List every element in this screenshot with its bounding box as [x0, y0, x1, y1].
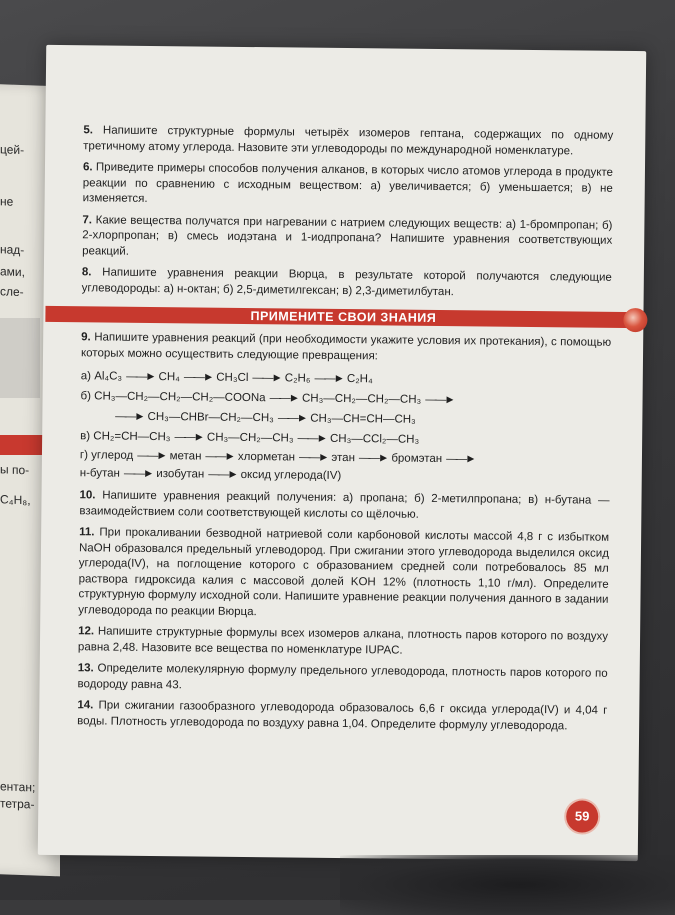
left-fragment: ы по-: [0, 462, 30, 478]
chain-item: метан: [169, 450, 202, 463]
chain-item: C₂H₄: [346, 373, 373, 386]
exercise-9: 9. Напишите уравнения реакций (при необходимости укажите условия их протекания), с помощью которых можно осуществить следующие превращения:: [80, 331, 612, 362]
chain-label: в): [80, 430, 91, 443]
arrow-icon: ——►: [137, 449, 166, 463]
chain-item: CH₃—CH=CH—CH₃: [310, 412, 416, 426]
left-fragment: не: [0, 194, 14, 209]
left-page-red-strip: [0, 435, 44, 455]
left-fragment: цей-: [0, 142, 25, 158]
hand-shadow: [340, 855, 675, 915]
arrow-icon: ——►: [126, 370, 155, 384]
textbook-page: [38, 45, 646, 861]
exercise-5: 5. Напишите структурные формулы четырёх изомеров гептана, содержащих по одному третичному атому углерода. Назовите эти углеводороды по международной номенклатуре.: [83, 124, 614, 157]
exercise-14: 14. При сжигании газообразного углеводорода образовалось 6,6 г оксида углерода(IV) и 4,04 г воды. Плотность углеводорода по воздуху равна 1,04. Определите формулу углеводорода.: [77, 699, 608, 732]
left-page-gray-box: [0, 318, 40, 398]
chain-label: г): [79, 449, 89, 462]
chain-item: CH₂=CH—CH₃: [93, 430, 171, 444]
arrow-icon: ——►: [205, 450, 234, 463]
arrow-icon: ——►: [358, 452, 388, 465]
arrow-icon: ——►: [269, 392, 299, 405]
chain-label: б): [80, 390, 92, 403]
chain-item: CH₃—CCl₂—CH₃: [329, 432, 420, 446]
chain-item: хлорметан: [237, 450, 296, 464]
chain-item: оксид углерода(IV): [240, 468, 342, 482]
left-fragment: сле-: [0, 284, 24, 300]
arrow-icon: ——►: [298, 451, 328, 464]
chain-item: CH₃—CH₂—CH₃: [206, 431, 294, 445]
chain-item: этан: [331, 451, 356, 465]
section-title: ПРИМЕНИТЕ СВОИ ЗНАНИЯ: [250, 309, 437, 325]
arrow-icon: ——►: [277, 412, 307, 425]
arrow-icon: ——►: [446, 453, 475, 466]
arrow-icon: ——►: [425, 393, 454, 407]
left-fragment: тетра-: [0, 796, 35, 812]
arrow-icon: ——►: [314, 372, 343, 386]
arrow-icon: ——►: [183, 371, 213, 384]
arrow-icon: ——►: [252, 372, 281, 385]
left-fragment: над-: [0, 242, 25, 258]
section-header: [45, 306, 641, 328]
chain-item: CH₃—CH₂—CH₂—CH₂—COONa: [94, 390, 266, 405]
chain-label: а): [80, 370, 92, 383]
left-fragment: ентан;: [0, 779, 36, 795]
arrow-icon: ——►: [174, 431, 203, 444]
arrow-icon: ——►: [208, 468, 237, 481]
chain-item: CH₃Cl: [216, 371, 249, 385]
chain-item: CH₃—CH₂—CH₂—CH₃: [301, 392, 422, 406]
exercise-8: 8. Напишите уравнения реакции Вюрца, в результате которой получаются следующие углеводороды: а) н-октан; б) 2,5-диметилгексан; в) 2,3-диметилбутан.: [81, 266, 612, 298]
page-number: 59: [566, 800, 598, 832]
chain-item: н-бутан: [79, 467, 120, 480]
chain-item: C₂H₆: [284, 372, 311, 385]
exercise-7: 7. Какие вещества получатся при нагревании с натрием следующих веществ: а) 1-бромпропан; б) 2-хлорпропан; в) смесь иодэтана и 1-иодпропана? Напишите уравнения соответствующих реакций.: [82, 213, 613, 258]
exercise-6: 6. Приведите примеры способов получения алканов, в которых число атомов углерода в продукте реакции по сравнению с исходным веществом: а) увеличивается; б) уменьшается; в) не изменяется.: [82, 161, 614, 205]
left-fragment: C₄H₈,: [0, 492, 31, 508]
arrow-icon: ——►: [297, 432, 327, 445]
chain-item: CH₄: [158, 371, 180, 384]
exercise-11: 11. При прокаливании безводной натриевой соли карбоновой кислоты массой 4,8 г с избытком NaOH образовался предельный углеводород. При сжигании этого углеводорода выделился оксид углерода(IV), на поглощение которого с образованием средней соли потребовалось 85 мл раствора гидроксида калия с массовой долей KOH 12% (плотность 1,10 г/мл). Определите структурную формулу исходной соли. Напишите уравнение реакции получения данного в задании углеводорода по реакции Вюрца.: [78, 526, 610, 618]
chain-item: изобутан: [156, 468, 205, 481]
exercise-13: 13. Определите молекулярную формулу предельного углеводорода, плотность паров которого по водороду равна 43.: [77, 662, 608, 691]
exercise-12: 12. Напишите структурные формулы всех изомеров алкана, плотность паров которого по воздуху равна 2,48. Назовите все вещества по номенклатуре IUPAC.: [77, 625, 609, 657]
exercise-10: 10. Напишите уравнения реакций получения: а) пропана; б) 2-метилпропана; в) н-бутана — взаимодействием соли соответствующей кислоты со щёлочью.: [79, 489, 610, 521]
arrow-icon: ——►: [115, 410, 144, 423]
chain-item: CH₃—CHBr—CH₂—CH₃: [147, 410, 274, 425]
chain-item: Al₄C₃: [94, 370, 123, 383]
chain-item: бромэтан: [391, 452, 443, 466]
arrow-icon: ——►: [123, 467, 153, 481]
chain-item: углерод: [91, 449, 134, 462]
section-bullet-icon: [623, 308, 647, 332]
page-content: [77, 123, 613, 741]
left-fragment: ами,: [0, 264, 25, 280]
